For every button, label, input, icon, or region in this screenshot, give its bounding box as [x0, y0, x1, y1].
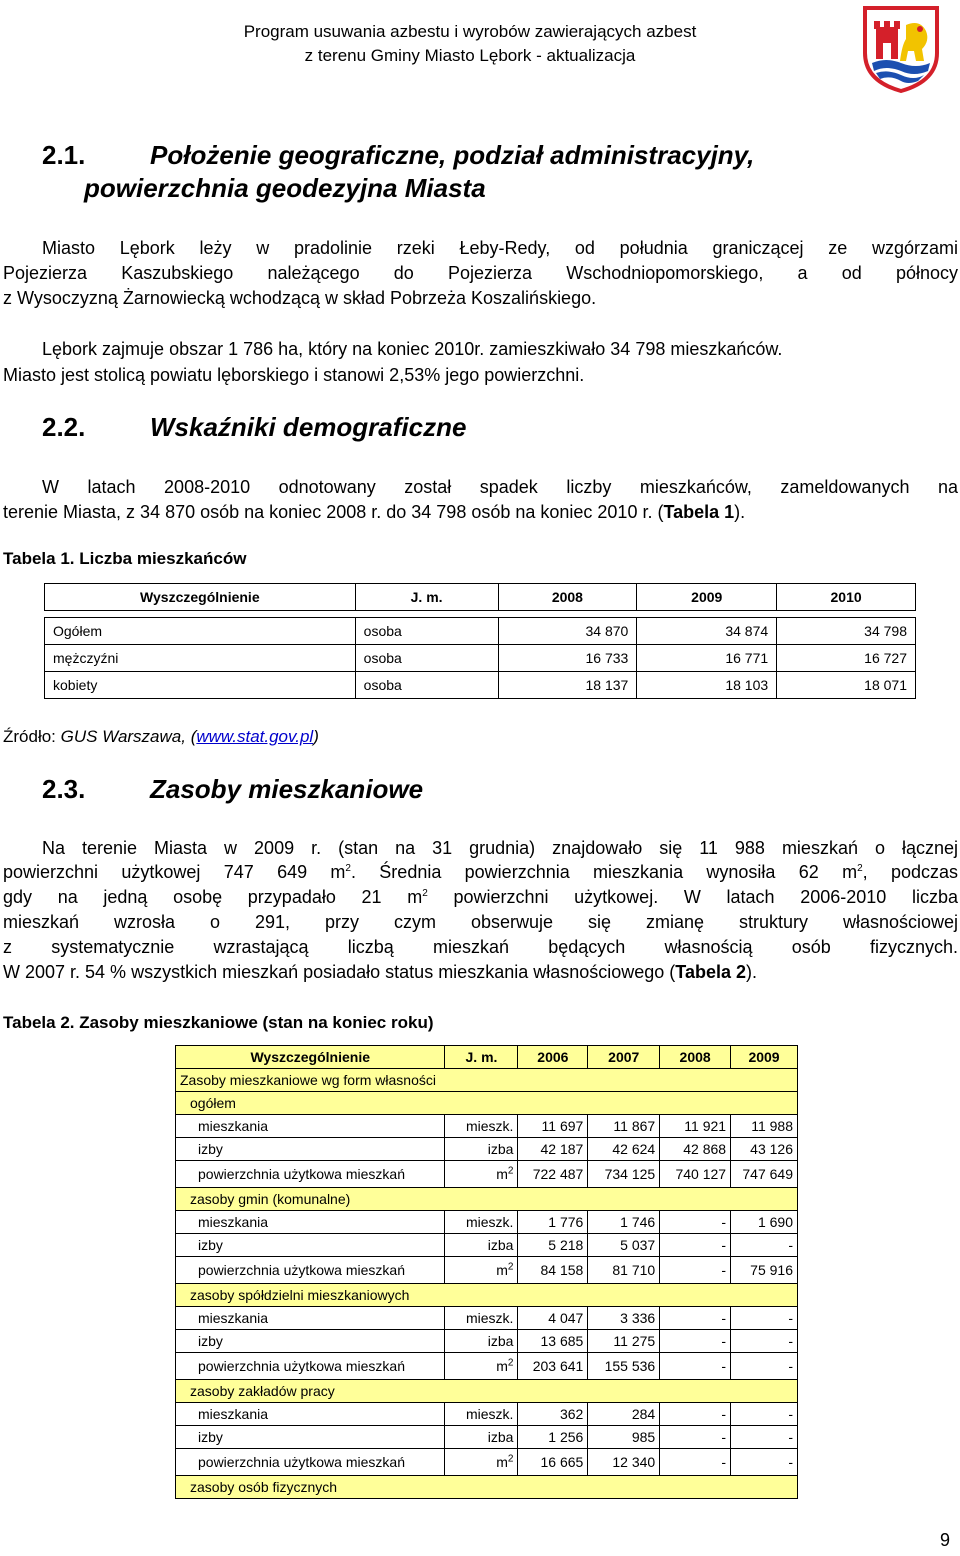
table-cell: mieszk. [445, 1211, 518, 1234]
section-2-3-heading [42, 772, 922, 808]
table-cell: 722 487 [518, 1161, 588, 1188]
paragraph [42, 475, 958, 500]
table-1-caption: Tabela 1. Liczba mieszkańców [3, 549, 247, 568]
table-cell: $m^2$ [445, 1161, 518, 1188]
section-2-1-heading [42, 138, 922, 174]
source-label: Źródło: [3, 727, 56, 746]
paragraph [42, 836, 958, 861]
column-header: 2006 [518, 1046, 588, 1069]
table-row [176, 1115, 798, 1138]
table-cell: 18 103 [637, 672, 777, 699]
table-reference: Tabela 1 [663, 502, 735, 522]
table-cell: mężczyźni [45, 645, 356, 672]
paragraph [3, 261, 958, 311]
table-cell: 985 [588, 1426, 660, 1449]
group-label: zasoby spółdzielni mieszkaniowych [176, 1284, 798, 1307]
table-cell: - [660, 1353, 731, 1380]
table-cell: 11 697 [518, 1115, 588, 1138]
column-header: Wyszczególnienie [176, 1046, 445, 1069]
text-line: Lębork zajmuje obszar 1 786 ha, który na koniec 2010r. zamieszkiwało 34 798 mieszkańców. [42, 339, 783, 359]
text-line: mieszkań wzrosła o 291, przy czym obserwuje się zmianę struktury własnościowej [3, 912, 958, 932]
table-cell: 1 690 [731, 1211, 798, 1234]
table-cell: osoba [355, 672, 498, 699]
table-cell: osoba [355, 618, 498, 645]
table-cell: 155 536 [588, 1353, 660, 1380]
source-link[interactable]: www.stat.gov.pl [196, 727, 314, 746]
table-cell: 11 988 [731, 1115, 798, 1138]
table-cell: 203 641 [518, 1353, 588, 1380]
table-row [45, 618, 916, 645]
source-text: ) [313, 727, 319, 746]
table-row [176, 1353, 798, 1380]
table-cell: - [731, 1426, 798, 1449]
page-header [190, 20, 750, 68]
column-header: 2008 [498, 584, 637, 611]
paragraph [3, 363, 958, 388]
table-cell: 11 275 [588, 1330, 660, 1353]
paragraph [42, 337, 958, 362]
section-number: 2.3. [42, 774, 86, 804]
table-header-row [176, 1046, 798, 1069]
column-header: 2010 [777, 584, 916, 611]
group-row [176, 1476, 798, 1499]
table-cell: mieszkania [176, 1211, 445, 1234]
table-cell: 1 256 [518, 1426, 588, 1449]
table-cell: 43 126 [731, 1138, 798, 1161]
table-row [45, 645, 916, 672]
table-cell: 16 727 [777, 645, 916, 672]
group-label: zasoby osób fizycznych [176, 1476, 798, 1499]
column-header: 2009 [637, 584, 777, 611]
table-cell: 16 771 [637, 645, 777, 672]
table-cell: - [731, 1330, 798, 1353]
table-cell: 11 867 [588, 1115, 660, 1138]
table-2-caption: Tabela 2. Zasoby mieszkaniowe (stan na koniec roku) [3, 1013, 434, 1032]
table-cell: izba [445, 1426, 518, 1449]
housing-table [175, 1045, 798, 1499]
table-cell: 1 776 [518, 1211, 588, 1234]
table-reference: Tabela 2 [675, 962, 746, 982]
column-header: 2009 [731, 1046, 798, 1069]
section-title: Zasoby mieszkaniowe [150, 774, 424, 804]
table-row [176, 1138, 798, 1161]
table-cell: 34 870 [498, 618, 637, 645]
table-cell: izby [176, 1330, 445, 1353]
table-row [176, 1449, 798, 1476]
page-number: 9 [940, 1530, 951, 1550]
table-cell: - [660, 1211, 731, 1234]
table-cell: 4 047 [518, 1307, 588, 1330]
table-cell: - [660, 1257, 731, 1284]
text-line: terenie Miasta, z 34 870 osób na koniec 2008 r. do 34 798 osób na koniec 2010 r. (Tabela 1). [3, 502, 746, 522]
table-cell: 18 137 [498, 672, 637, 699]
text-line: Miasto jest stolicą powiatu lęborskiego i stanowi 2,53% jego powierzchni. [3, 365, 585, 385]
column-header: J. m. [355, 584, 498, 611]
group-label: zasoby zakładów pracy [176, 1380, 798, 1403]
table-row [176, 1426, 798, 1449]
text-line: z Wysoczyzną Żarnowiecką wchodzącą w skład Pobrzeża Koszalińskiego. [3, 288, 597, 308]
table-header-row [45, 584, 916, 611]
header-line-1: Program usuwania azbestu i wyrobów zawierających azbest [243, 22, 697, 41]
table-cell: mieszk. [445, 1115, 518, 1138]
table-cell: 362 [518, 1403, 588, 1426]
table-cell: izby [176, 1426, 445, 1449]
table-cell: $m^2$ [445, 1449, 518, 1476]
table-cell: - [731, 1403, 798, 1426]
table-cell: izby [176, 1138, 445, 1161]
table-cell: kobiety [45, 672, 356, 699]
group-label: Zasoby mieszkaniowe wg form własności [176, 1069, 798, 1092]
table-cell: 16 665 [518, 1449, 588, 1476]
table-cell: 81 710 [588, 1257, 660, 1284]
table-cell: mieszkania [176, 1115, 445, 1138]
table-cell: Ogółem [45, 618, 356, 645]
table-cell: 740 127 [660, 1161, 731, 1188]
table-cell: izba [445, 1330, 518, 1353]
table-cell: izba [445, 1234, 518, 1257]
section-title: Położenie geograficzne, podział administracyjny, [150, 140, 755, 170]
group-label: ogółem [176, 1092, 798, 1115]
text-line: W 2007 r. 54 % wszystkich mieszkań posiadało status mieszkania własnościowego (Tabela 2). [3, 962, 757, 982]
source-note [3, 727, 319, 747]
text-line: gdy na jedną osobę przypadało 21 $m^2$ powierzchni użytkowej. W latach 2006-2010 liczba [3, 887, 958, 907]
table-row [176, 1234, 798, 1257]
text-line: powierzchni użytkowej 747 649 $m^2$. Średnia powierzchnia mieszkania wynosiła 62 $m^2$, podczas [3, 862, 959, 882]
source-text: GUS Warszawa, ( [55, 727, 197, 746]
column-header: J. m. [445, 1046, 518, 1069]
table-cell: $m^2$ [445, 1353, 518, 1380]
table-cell: 284 [588, 1403, 660, 1426]
table-cell: 42 624 [588, 1138, 660, 1161]
table-cell: 34 798 [777, 618, 916, 645]
table-cell: - [660, 1403, 731, 1426]
table-cell: 84 158 [518, 1257, 588, 1284]
table-cell: powierzchnia użytkowa mieszkań [176, 1257, 445, 1284]
header-line-2: z terenu Gminy Miasto Lębork - aktualizacja [304, 46, 636, 65]
table-cell: 42 187 [518, 1138, 588, 1161]
table-row [176, 1161, 798, 1188]
section-title: Wskaźniki demograficzne [150, 412, 467, 442]
group-row [176, 1380, 798, 1403]
table-cell: 1 746 [588, 1211, 660, 1234]
text-line: W latach 2008-2010 odnotowany został spadek liczby mieszkańców, zameldowanych na [42, 477, 958, 497]
table-cell: powierzchnia użytkowa mieszkań [176, 1449, 445, 1476]
table-cell: - [731, 1307, 798, 1330]
table-cell: 11 921 [660, 1115, 731, 1138]
table-cell: izby [176, 1234, 445, 1257]
group-row [176, 1188, 798, 1211]
table-cell: mieszkania [176, 1403, 445, 1426]
table-cell: izba [445, 1138, 518, 1161]
table-cell: 42 868 [660, 1138, 731, 1161]
table-cell: 75 916 [731, 1257, 798, 1284]
table-cell: powierzchnia użytkowa mieszkań [176, 1353, 445, 1380]
table-cell: 5 037 [588, 1234, 660, 1257]
table-cell: 734 125 [588, 1161, 660, 1188]
table-row [176, 1257, 798, 1284]
table-cell: mieszkania [176, 1307, 445, 1330]
table-cell: - [660, 1426, 731, 1449]
table-row [176, 1330, 798, 1353]
city-coat-of-arms-icon [862, 5, 940, 93]
table-row [176, 1211, 798, 1234]
table-cell: 16 733 [498, 645, 637, 672]
table-cell: 34 874 [637, 618, 777, 645]
text-line: Pojezierza Kaszubskiego należącego do Pojezierza Wschodniopomorskiego, a od północy [3, 263, 958, 283]
group-row [176, 1069, 798, 1092]
table-cell: 18 071 [777, 672, 916, 699]
table-cell: 747 649 [731, 1161, 798, 1188]
table-cell: powierzchnia użytkowa mieszkań [176, 1161, 445, 1188]
text-line: Miasto Lębork leży w pradolinie rzeki Łeby-Redy, od południa graniczącej ze wzgórzami [42, 238, 958, 258]
section-number: 2.2. [42, 412, 86, 442]
table-row [176, 1307, 798, 1330]
table-cell: - [660, 1307, 731, 1330]
table-cell: - [660, 1449, 731, 1476]
table-cell: - [731, 1353, 798, 1380]
table-cell: - [731, 1234, 798, 1257]
paragraph [3, 860, 958, 985]
table-cell: - [660, 1330, 731, 1353]
table-cell: mieszk. [445, 1307, 518, 1330]
section-number: 2.1. [42, 140, 86, 170]
table-row [45, 672, 916, 699]
group-label: zasoby gmin (komunalne) [176, 1188, 798, 1211]
column-header: 2007 [588, 1046, 660, 1069]
column-header: Wyszczególnienie [45, 584, 356, 611]
population-table [44, 583, 916, 699]
table-cell: - [731, 1449, 798, 1476]
column-header: 2008 [660, 1046, 731, 1069]
group-row [176, 1092, 798, 1115]
paragraph [42, 236, 958, 261]
paragraph [3, 500, 958, 525]
table-cell: 13 685 [518, 1330, 588, 1353]
table-cell: osoba [355, 645, 498, 672]
group-row [176, 1284, 798, 1307]
table-row [176, 1403, 798, 1426]
section-2-1-heading-line2: powierzchnia geodezyjna Miasta [84, 173, 486, 203]
text-line: z systematycznie wzrastającą liczbą mieszkań będących własnością osób fizycznych. [3, 937, 958, 957]
text-line: Na terenie Miasta w 2009 r. (stan na 31 grudnia) znajdowało się 11 988 mieszkań o łącznej [42, 838, 958, 858]
section-2-2-heading [42, 410, 922, 446]
table-cell: 5 218 [518, 1234, 588, 1257]
table-cell: $m^2$ [445, 1257, 518, 1284]
table-cell: mieszk. [445, 1403, 518, 1426]
table-cell: 12 340 [588, 1449, 660, 1476]
table-cell: 3 336 [588, 1307, 660, 1330]
table-cell: - [660, 1234, 731, 1257]
